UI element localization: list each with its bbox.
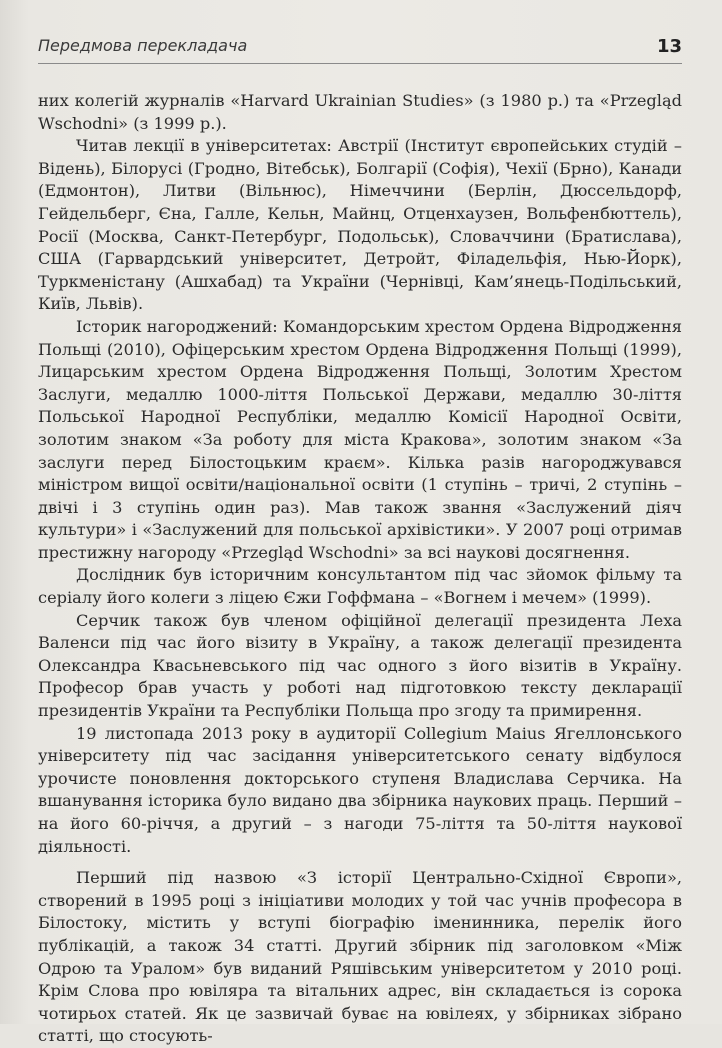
page-number: 13 (656, 36, 682, 57)
paragraph-film-consultant: Дослідник був історичним консультантом під час зйомок фільму та серіалу його колеги з ліцею Єжи Гоффмана – «Вогнем і мечем» (1999). (38, 565, 682, 608)
paragraph-lectures: Читав лекції в університетах: Австрії (Інститут європейських студій – Відень), Білорусі (Гродно, Вітебськ), Болгарії (Софія), Чехії (Брно), Канади (Едмонтон), Литви (Вільнюс), Німеччини (Берлін, Дюссельдорф, Гейдельберг, Єна, Галле, Кельн, Майнц, Отценхаузен, Вольфенбюттель), Росії (Москва, Санкт-Петербург, Подольськ), Словаччини (Братислава), США (Гарвардський університет, Детройт, Філадельфія, Нью-Йорк), Туркменістану (Ашхабад) та України (Чернівці, Кам’янець-Подільський, Київ, Львів). (38, 136, 682, 314)
paragraph-awards: Історик нагороджений: Командорським хрестом Ордена Відродження Польщі (2010), Офіцерським хрестом Ордена Відродження Польщі (1999), Лицарським хрестом Ордена Відродження Польщі, Золотим Хрестом Заслуги, медаллю 1000-ліття Польської Держави, медаллю 30-ліття Польської Народної Республіки, медаллю Комісії Народної Освіти, золотим знаком «За роботу для міста Кракова», золотим знаком «За заслуги перед Білостоцьким краєм». Кілька разів нагороджувався міністром вищої освіти/національної освіти (1 ступінь – тричі, 2 ступінь – двічі і 3 ступінь один раз). Мав також звання «Заслужений діяч культури» і «Заслужений для польської архівістики». У 2007 році отримав престижну нагороду «Przegląd Wschodni» за всі наукові досягнення. (38, 316, 682, 562)
paragraph-doctorate-renewal: 19 листопада 2013 року в аудиторії Collegium Maius Ягеллонського університету під час засідання університетського сенату відбулося урочисте поновлення докторського ступеня Владислава Серчика. На вшанування історика було видано два збірника наукових праць. Перший – на його 60-річчя, а другий – з нагоди 75-ліття та 50-ліття наукової діяльності. (38, 723, 682, 856)
paragraph-continuation: них колегій журналів «Harvard Ukrainian Studies» (з 1980 р.) та «Przegląd Wschodni» (з 1999 р.). (38, 91, 682, 133)
running-title: Передмова перекладача (38, 36, 248, 55)
paragraph-festschrifts: Перший під назвою «З історії Центрально-Східної Європи», створений в 1995 році з ініціативи молодих у той час учнів професора в Білостоку, містить у вступі біографію іменинника, перелік його публікацій, а також 34 статті. Другий збірник під заголовком «Між Одрою та Уралом» був виданий Ряшівським університетом у 2010 році. Крім Слова про ювіляра та вітальних адрес, він складається із сорока чотирьох статей. Як це зазвичай буває на ювілеях, у збірниках зібрано статті, що стосують- (38, 868, 682, 1046)
header-rule (38, 63, 682, 64)
body-text (38, 90, 682, 1048)
paragraph-delegation: Серчик також був членом офіційної делегації президента Леха Валенси під час його візиту в Україну, а також делегації президента Олександра Квасьневського під час одного з його візитів в Україну. Професор брав участь у роботі над підготовкою тексту декларації президентів України та Республіки Польща про згоду та примирення. (38, 610, 682, 721)
